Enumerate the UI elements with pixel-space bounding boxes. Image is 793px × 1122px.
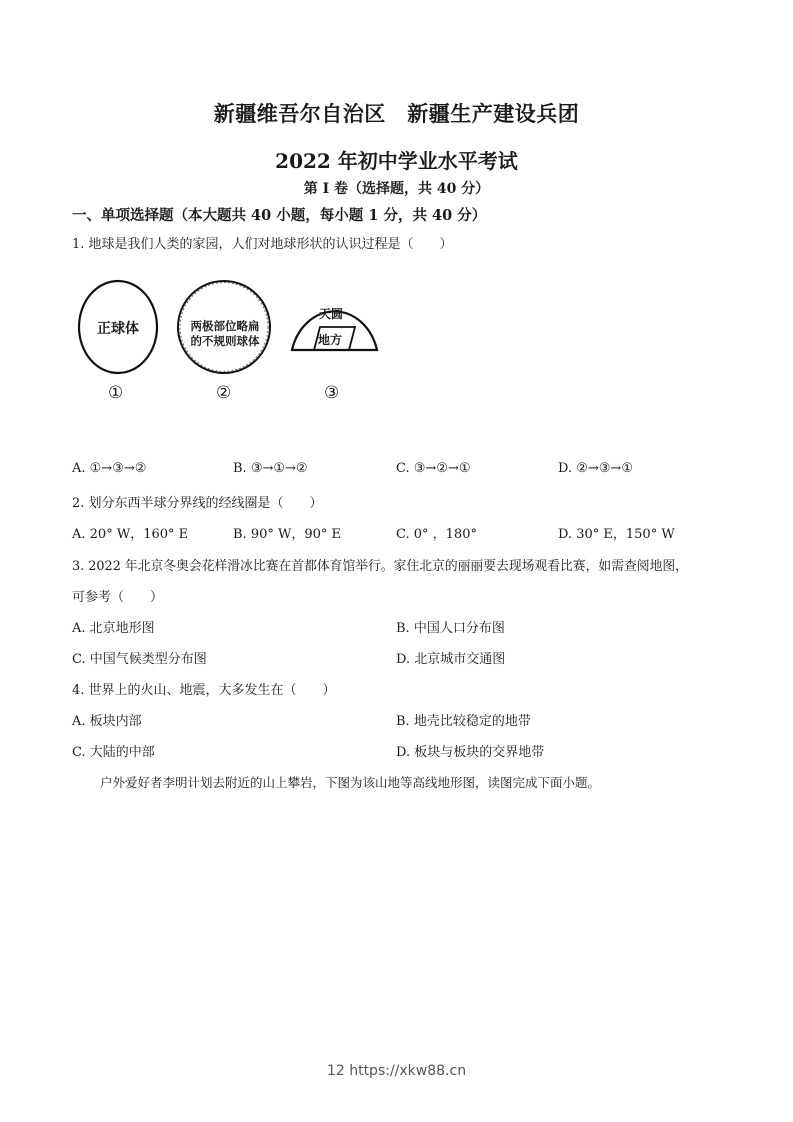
- page-footer: 12 https://xkw88.cn: [326, 1063, 467, 1079]
- figure-2-number: ②: [216, 383, 232, 403]
- figure-3-label-bottom: 地方: [317, 333, 342, 347]
- q2-option-c[interactable]: C. 0° ，180°: [396, 527, 477, 542]
- q4-option-a[interactable]: A. 板块内部: [72, 714, 142, 729]
- question-3-stem-line1: 3. 2022 年北京冬奥会花样滑冰比赛在首都体育馆举行。家住北京的丽丽要去现场观看比赛，如需查阅地图，: [72, 559, 688, 574]
- q1-option-a[interactable]: A. ①→③→②: [72, 461, 147, 476]
- q1-option-c[interactable]: C. ③→②→①: [396, 461, 471, 476]
- figure-1-label: 正球体: [97, 321, 139, 337]
- question-3-stem-line2: 可参考（ ）: [72, 590, 164, 605]
- q3-option-c[interactable]: C. 中国气候类型分布图: [72, 652, 207, 667]
- q2-option-d[interactable]: D. 30° E，150° W: [558, 527, 675, 542]
- q2-option-b[interactable]: B. 90° W，90° E: [233, 527, 342, 542]
- question-1-stem: 1. 地球是我们人类的家园，人们对地球形状的认识过程是（ ）: [72, 237, 453, 252]
- figure-3-label-top: 天圆: [318, 307, 343, 321]
- exam-title-year: 2022 年初中学业水平考试: [275, 149, 518, 173]
- exam-title-region: 新疆维吾尔自治区 新疆生产建设兵团: [213, 101, 580, 126]
- question-4-stem: 4. 世界上的火山、地震，大多发生在（ ）: [72, 683, 336, 698]
- q4-option-b[interactable]: B. 地壳比较稳定的地带: [396, 714, 531, 729]
- q3-option-a[interactable]: A. 北京地形图: [72, 621, 155, 636]
- figure-1-number: ①: [108, 383, 124, 403]
- q2-option-a[interactable]: A. 20° W，160° E: [72, 527, 189, 542]
- passage-intro: 户外爱好者李明计划去附近的山上攀岩，下图为该山地等高线地形图，读图完成下面小题。: [100, 775, 601, 790]
- figure-3-number: ③: [324, 383, 340, 403]
- question-2-stem: 2. 划分东西半球分界线的经线圈是（ ）: [72, 496, 323, 511]
- q3-option-b[interactable]: B. 中国人口分布图: [396, 621, 505, 636]
- q4-option-c[interactable]: C. 大陆的中部: [72, 745, 155, 760]
- figure-2-label-line2: 的不规则球体: [190, 334, 260, 348]
- volume-heading: 第 I 卷（选择题，共 40 分）: [303, 181, 490, 197]
- figure-2-label-line1: 两极部位略扁: [190, 319, 260, 333]
- q1-option-d[interactable]: D. ②→③→①: [558, 461, 633, 476]
- figure-2-label: [180, 319, 270, 349]
- q3-option-d[interactable]: D. 北京城市交通图: [396, 652, 506, 667]
- q4-option-d[interactable]: D. 板块与板块的交界地带: [396, 745, 545, 760]
- q1-option-b[interactable]: B. ③→①→②: [233, 461, 308, 476]
- section-heading: 一、单项选择题（本大题共 40 小题，每小题 1 分，共 40 分）: [72, 207, 487, 224]
